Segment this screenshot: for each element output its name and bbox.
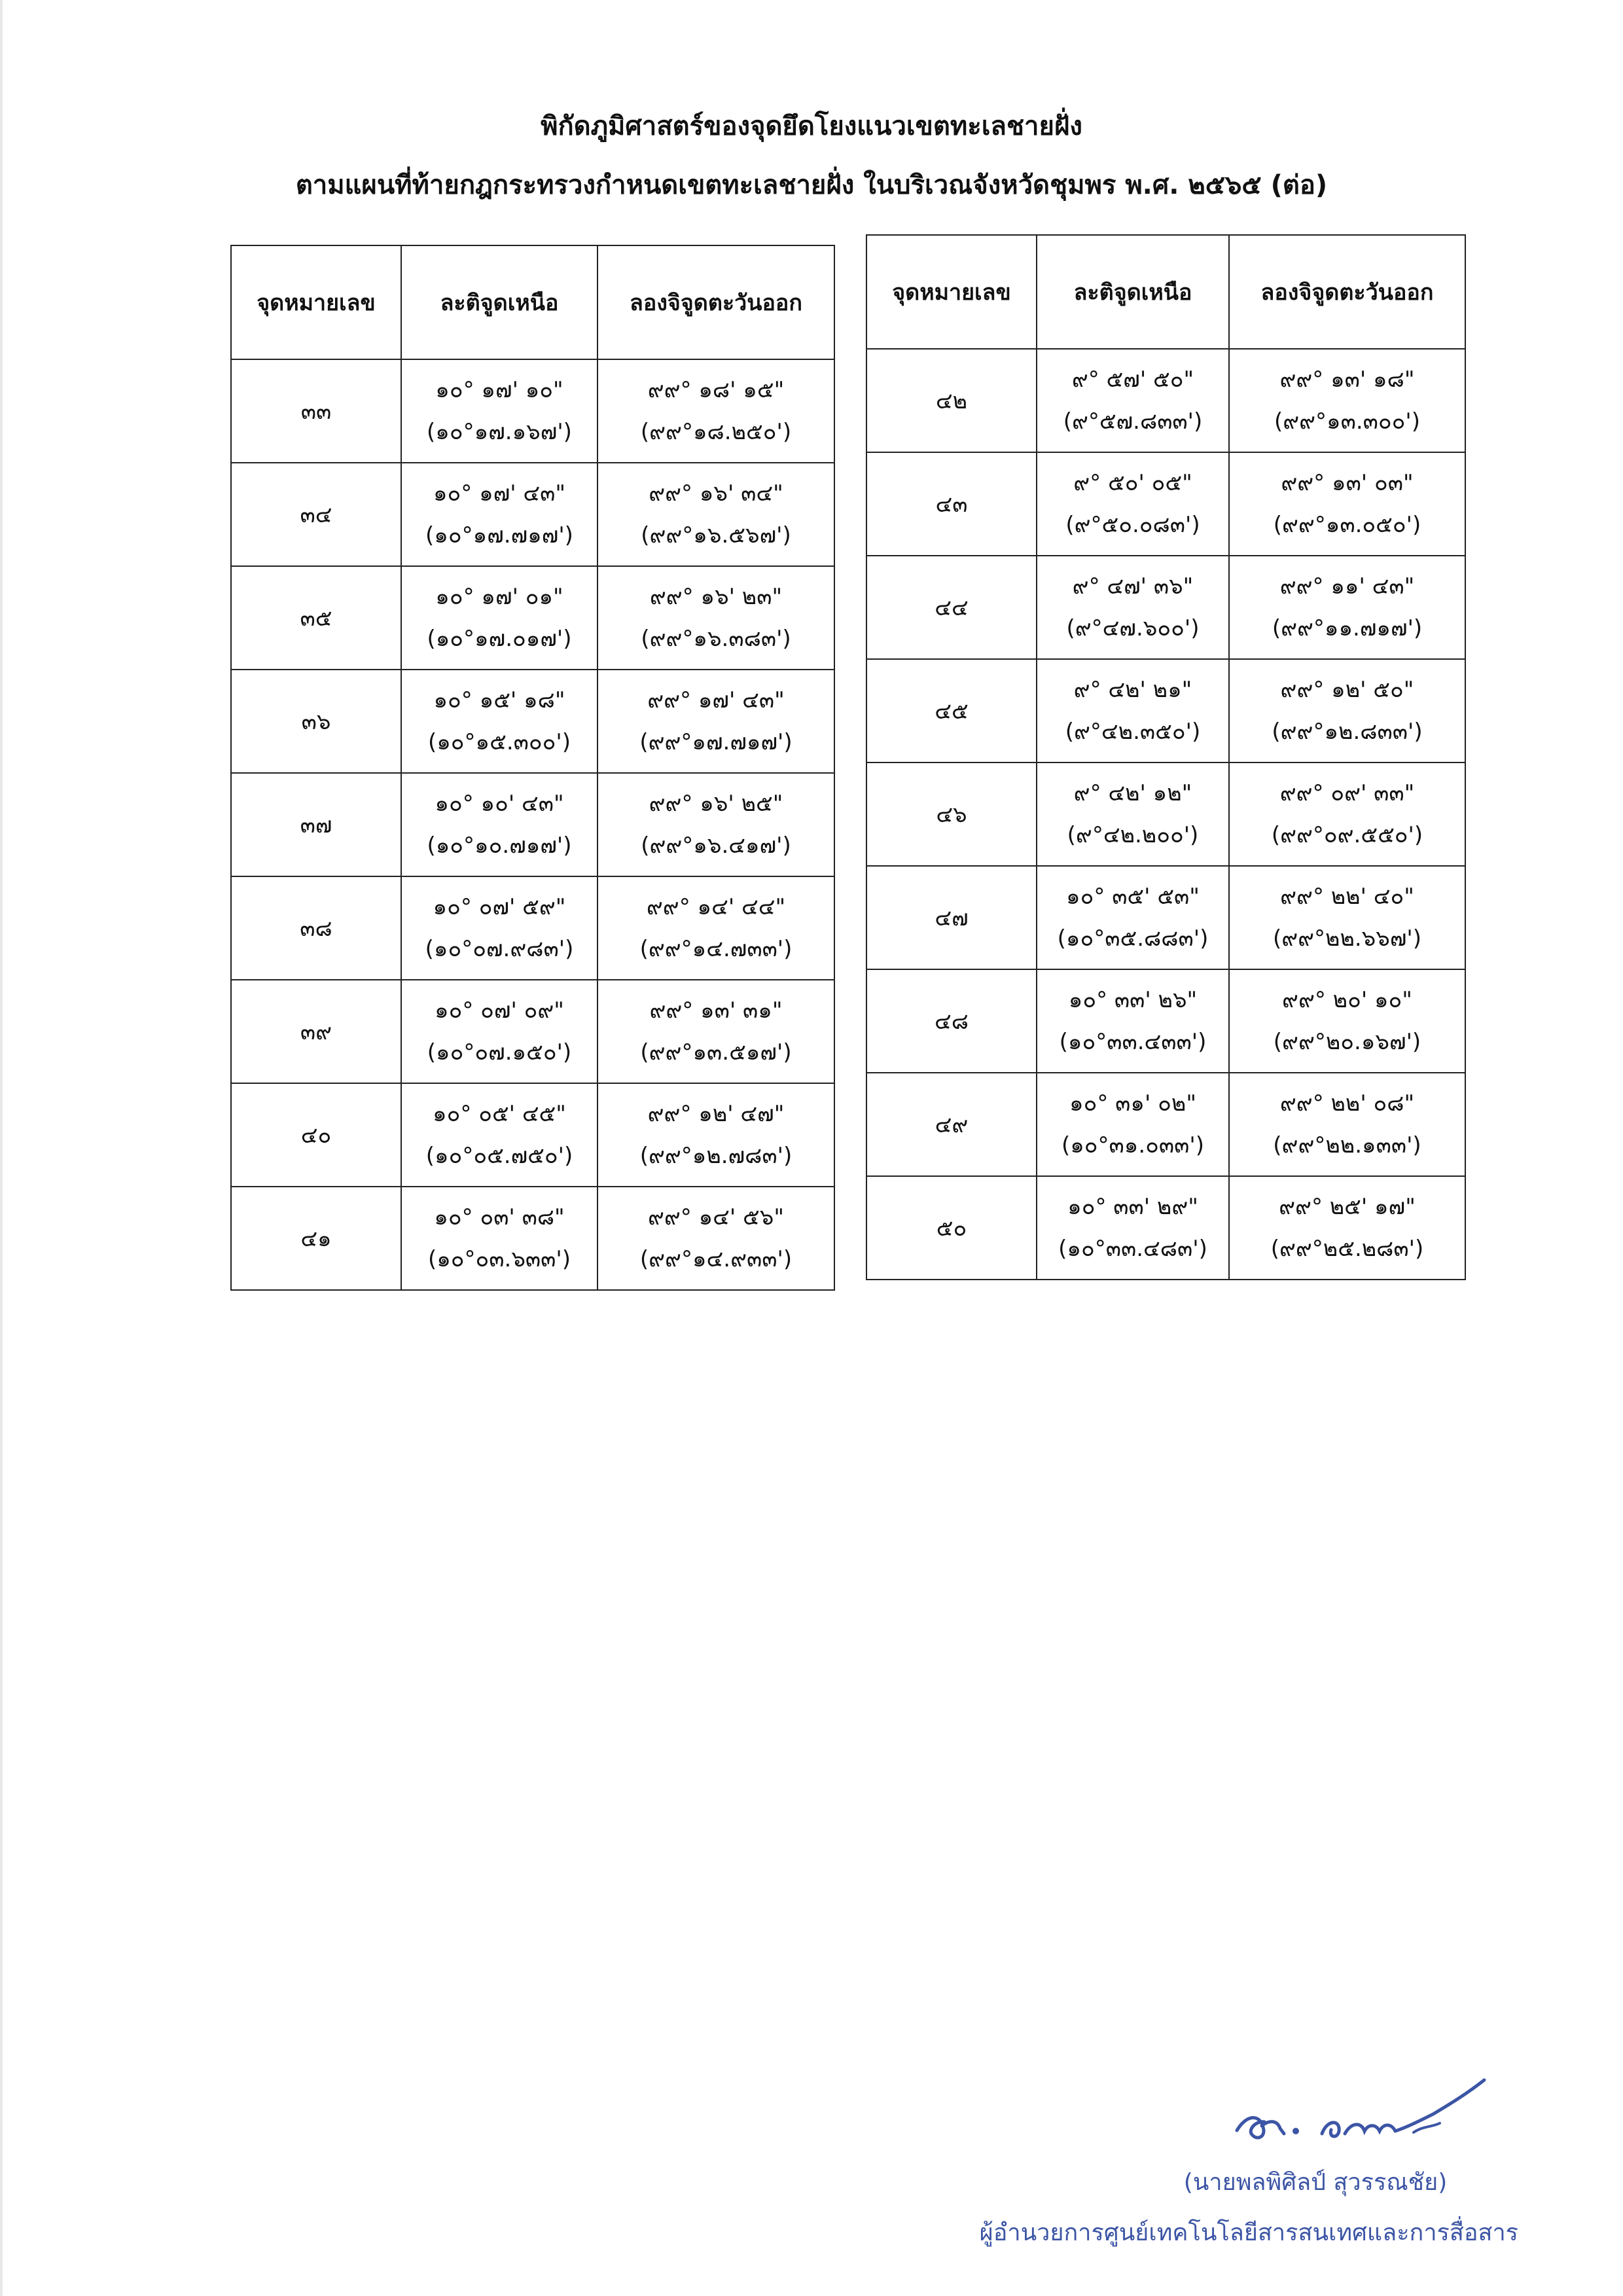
table-row [866, 866, 1465, 969]
point-number: ๓๙ [231, 980, 401, 1083]
point-number: ๔๙ [866, 1073, 1037, 1176]
coordinates-table-left [230, 245, 835, 1291]
latitude-dms: ๑๐° ๐๓' ๓๘" [434, 1204, 565, 1230]
longitude-cell [597, 1083, 834, 1187]
latitude-cell [1037, 659, 1229, 762]
latitude-decimal-minutes: (๙°๔๗.๖๐๐') [1066, 615, 1200, 641]
latitude-cell [401, 670, 597, 773]
handwritten-signature [1224, 2068, 1499, 2153]
table-row [866, 659, 1465, 762]
point-number: ๔๘ [866, 969, 1037, 1073]
longitude-dms: ๙๙° ๒๒' ๐๘" [1279, 1090, 1415, 1117]
latitude-dms: ๑๐° ๓๕' ๕๓" [1066, 884, 1200, 910]
latitude-cell [401, 359, 597, 463]
longitude-decimal-minutes: (๙๙°๑๔.๙๓๓') [639, 1246, 793, 1272]
latitude-dms: ๙° ๕๗' ๕๐" [1071, 367, 1194, 393]
coordinates-table-right [866, 234, 1466, 1280]
longitude-decimal-minutes: (๙๙°๑๖.๓๘๓') [641, 626, 791, 652]
latitude-decimal-minutes: (๑๐°๓๑.๐๓๓') [1061, 1132, 1205, 1158]
latitude-dms: ๙° ๔๒' ๑๒" [1073, 780, 1192, 806]
page-edge [0, 0, 3, 2296]
latitude-cell [401, 1083, 597, 1187]
longitude-decimal-minutes: (๙๙°๑๗.๗๑๗') [639, 729, 793, 755]
latitude-dms: ๑๐° ๐๗' ๐๙" [435, 997, 564, 1024]
latitude-cell [401, 566, 597, 670]
point-number: ๔๕ [866, 659, 1037, 762]
latitude-dms: ๑๐° ๑๕' ๑๘" [433, 687, 565, 713]
document-title-line-2: ตามแผนที่ท้ายกฎกระทรวงกำหนดเขตทะเลชายฝั่ง ในบริเวณจังหวัดชุมพร พ.ศ. ๒๕๖๕ (ต่อ) [295, 170, 1328, 200]
longitude-dms: ๙๙° ๑๖' ๒๕" [649, 791, 783, 817]
point-number: ๓๖ [231, 670, 401, 773]
longitude-decimal-minutes: (๙๙°๑๖.๔๑๗') [641, 833, 791, 859]
longitude-dms: ๙๙° ๑๓' ๓๑" [649, 997, 783, 1024]
latitude-decimal-minutes: (๑๐°๑๐.๗๑๗') [427, 833, 572, 859]
longitude-cell [597, 359, 834, 463]
longitude-decimal-minutes: (๙๙°๑๖.๕๖๗') [641, 522, 791, 548]
longitude-dms: ๙๙° ๑๔' ๕๖" [647, 1204, 785, 1230]
latitude-decimal-minutes: (๑๐°๑๗.๐๑๗') [427, 626, 572, 652]
latitude-dms: ๑๐° ๓๓' ๒๙" [1067, 1194, 1198, 1220]
longitude-decimal-minutes: (๙๙°๐๙.๕๕๐') [1271, 822, 1423, 848]
header-point: จุดหมายเลข [866, 235, 1037, 349]
longitude-dms: ๙๙° ๒๒' ๔๐" [1280, 884, 1414, 910]
table-row [866, 1073, 1465, 1176]
longitude-cell [1229, 556, 1465, 659]
latitude-decimal-minutes: (๑๐°๓๓.๔๘๓') [1058, 1236, 1207, 1262]
point-number: ๔๔ [866, 556, 1037, 659]
latitude-dms: ๑๐° ๐๗' ๕๙" [433, 894, 566, 920]
header-point: จุดหมายเลข [231, 245, 401, 359]
latitude-cell [1037, 556, 1229, 659]
point-number: ๔๒ [866, 349, 1037, 452]
longitude-decimal-minutes: (๙๙°๑๑.๗๑๗') [1272, 615, 1423, 641]
latitude-decimal-minutes: (๑๐°๐๗.๙๘๓') [425, 936, 574, 962]
latitude-dms: ๑๐° ๓๑' ๐๒" [1069, 1090, 1196, 1117]
latitude-decimal-minutes: (๑๐°๑๗.๗๑๗') [425, 522, 573, 548]
longitude-cell [597, 980, 834, 1083]
latitude-cell [1037, 866, 1229, 969]
point-number: ๓๗ [231, 773, 401, 876]
latitude-cell [401, 463, 597, 566]
longitude-cell [597, 1187, 834, 1290]
longitude-cell [1229, 1073, 1465, 1176]
table-row [231, 980, 834, 1083]
document-title-line-1: พิกัดภูมิศาสตร์ของจุดยึดโยงแนวเขตทะเลชายฝั่ง [541, 111, 1082, 141]
longitude-decimal-minutes: (๙๙°๒๒.๖๖๗') [1272, 925, 1422, 952]
longitude-dms: ๙๙° ๑๒' ๔๗" [647, 1101, 785, 1127]
longitude-dms: ๙๙° ๑๓' ๐๓" [1281, 470, 1414, 496]
point-number: ๓๘ [231, 876, 401, 980]
header-latitude: ละติจูดเหนือ [1037, 235, 1229, 349]
latitude-dms: ๙° ๕๐' ๐๕" [1073, 470, 1192, 496]
signer-name: (นายพลพิศิลป์ สุวรรณชัย) [1183, 2169, 1448, 2196]
latitude-cell [1037, 1073, 1229, 1176]
table-row [231, 773, 834, 876]
longitude-dms: ๙๙° ๐๙' ๓๓" [1279, 780, 1415, 806]
point-number: ๕๐ [866, 1176, 1037, 1280]
longitude-cell [597, 670, 834, 773]
longitude-dms: ๙๙° ๑๔' ๔๔" [646, 894, 786, 920]
point-number: ๓๕ [231, 566, 401, 670]
longitude-cell [1229, 762, 1465, 866]
latitude-cell [1037, 452, 1229, 556]
table-row [866, 349, 1465, 452]
longitude-cell [1229, 659, 1465, 762]
latitude-cell [1037, 762, 1229, 866]
longitude-dms: ๙๙° ๑๑' ๔๓" [1279, 573, 1415, 600]
latitude-decimal-minutes: (๑๐°๐๗.๑๕๐') [427, 1039, 572, 1066]
longitude-dms: ๙๙° ๑๒' ๕๐" [1280, 677, 1414, 703]
table-row [866, 1176, 1465, 1280]
longitude-dms: ๙๙° ๑๓' ๑๘" [1279, 367, 1415, 393]
latitude-decimal-minutes: (๑๐°๑๗.๑๖๗') [427, 419, 572, 445]
table-header-row [231, 245, 834, 359]
latitude-dms: ๑๐° ๑๗' ๐๑" [435, 584, 563, 610]
point-number: ๔๑ [231, 1187, 401, 1290]
latitude-dms: ๑๐° ๓๓' ๒๖" [1068, 987, 1198, 1013]
table-row [231, 1083, 834, 1187]
longitude-decimal-minutes: (๙๙°๑๒.๗๘๓') [639, 1143, 793, 1169]
point-number: ๔๓ [866, 452, 1037, 556]
latitude-dms: ๑๐° ๐๕' ๔๕" [433, 1101, 566, 1127]
latitude-decimal-minutes: (๙°๔๒.๒๐๐') [1067, 822, 1199, 848]
point-number: ๓๔ [231, 463, 401, 566]
latitude-dms: ๙° ๔๗' ๓๖" [1072, 573, 1194, 600]
latitude-decimal-minutes: (๑๐°๓๕.๘๘๓') [1057, 925, 1209, 952]
latitude-decimal-minutes: (๙°๕๐.๐๘๓') [1065, 512, 1200, 538]
longitude-cell [597, 463, 834, 566]
longitude-cell [597, 566, 834, 670]
longitude-dms: ๙๙° ๑๖' ๒๓" [649, 584, 783, 610]
latitude-cell [401, 980, 597, 1083]
latitude-decimal-minutes: (๑๐°๐๕.๗๕๐') [425, 1143, 573, 1169]
table-row [866, 452, 1465, 556]
table-row [231, 876, 834, 980]
longitude-cell [1229, 866, 1465, 969]
longitude-dms: ๙๙° ๑๖' ๓๔" [649, 480, 783, 507]
latitude-dms: ๑๐° ๑๗' ๔๓" [433, 480, 566, 507]
header-latitude: ละติจูดเหนือ [401, 245, 597, 359]
signer-position: ผู้อำนวยการศูนย์เทคโนโลยีสารสนเทศและการสื่อสาร [979, 2219, 1518, 2246]
table-row [866, 762, 1465, 866]
latitude-cell [401, 1187, 597, 1290]
table-row [866, 556, 1465, 659]
latitude-decimal-minutes: (๑๐°๐๓.๖๓๓') [427, 1246, 571, 1272]
longitude-decimal-minutes: (๙๙°๑๓.๕๑๗') [640, 1039, 792, 1066]
point-number: ๓๓ [231, 359, 401, 463]
table-row [866, 969, 1465, 1073]
longitude-decimal-minutes: (๙๙°๑๔.๗๓๓') [639, 936, 793, 962]
longitude-cell [597, 773, 834, 876]
point-number: ๔๐ [231, 1083, 401, 1187]
longitude-decimal-minutes: (๙๙°๒๒.๑๓๓') [1273, 1132, 1421, 1158]
header-longitude: ลองจิจูดตะวันออก [1229, 235, 1465, 349]
latitude-dms: ๙° ๔๒' ๒๑" [1073, 677, 1192, 703]
table-row [231, 1187, 834, 1290]
latitude-cell [1037, 969, 1229, 1073]
table-row [231, 359, 834, 463]
table-row [231, 566, 834, 670]
point-number: ๔๖ [866, 762, 1037, 866]
longitude-cell [1229, 452, 1465, 556]
longitude-dms: ๙๙° ๑๘' ๑๕" [647, 377, 785, 403]
latitude-dms: ๑๐° ๑๐' ๔๓" [435, 791, 564, 817]
longitude-cell [1229, 1176, 1465, 1280]
longitude-decimal-minutes: (๙๙°๒๕.๒๘๓') [1270, 1236, 1424, 1262]
longitude-dms: ๙๙° ๒๕' ๑๗" [1279, 1194, 1416, 1220]
latitude-cell [401, 876, 597, 980]
longitude-cell [1229, 349, 1465, 452]
latitude-decimal-minutes: (๑๐°๓๓.๔๓๓') [1059, 1029, 1207, 1055]
latitude-decimal-minutes: (๑๐°๑๕.๓๐๐') [427, 729, 571, 755]
latitude-dms: ๑๐° ๑๗' ๑๐" [435, 377, 563, 403]
longitude-decimal-minutes: (๙๙°๒๐.๑๖๗') [1273, 1029, 1421, 1055]
longitude-dms: ๙๙° ๑๗' ๔๓" [647, 687, 785, 713]
latitude-decimal-minutes: (๙°๕๗.๘๓๓') [1063, 408, 1203, 435]
latitude-decimal-minutes: (๙°๔๒.๓๕๐') [1065, 719, 1201, 745]
table-row [231, 463, 834, 566]
longitude-decimal-minutes: (๙๙°๑๓.๐๕๐') [1273, 512, 1421, 538]
point-number: ๔๗ [866, 866, 1037, 969]
table-row [231, 670, 834, 773]
longitude-decimal-minutes: (๙๙°๑๘.๒๕๐') [640, 419, 792, 445]
table-header-row [866, 235, 1465, 349]
longitude-decimal-minutes: (๙๙°๑๒.๘๓๓') [1272, 719, 1423, 745]
latitude-cell [1037, 349, 1229, 452]
longitude-cell [1229, 969, 1465, 1073]
longitude-decimal-minutes: (๙๙°๑๓.๓๐๐') [1274, 408, 1421, 435]
header-longitude: ลองจิจูดตะวันออก [597, 245, 834, 359]
latitude-cell [1037, 1176, 1229, 1280]
longitude-dms: ๙๙° ๒๐' ๑๐" [1282, 987, 1412, 1013]
latitude-cell [401, 773, 597, 876]
longitude-cell [597, 876, 834, 980]
